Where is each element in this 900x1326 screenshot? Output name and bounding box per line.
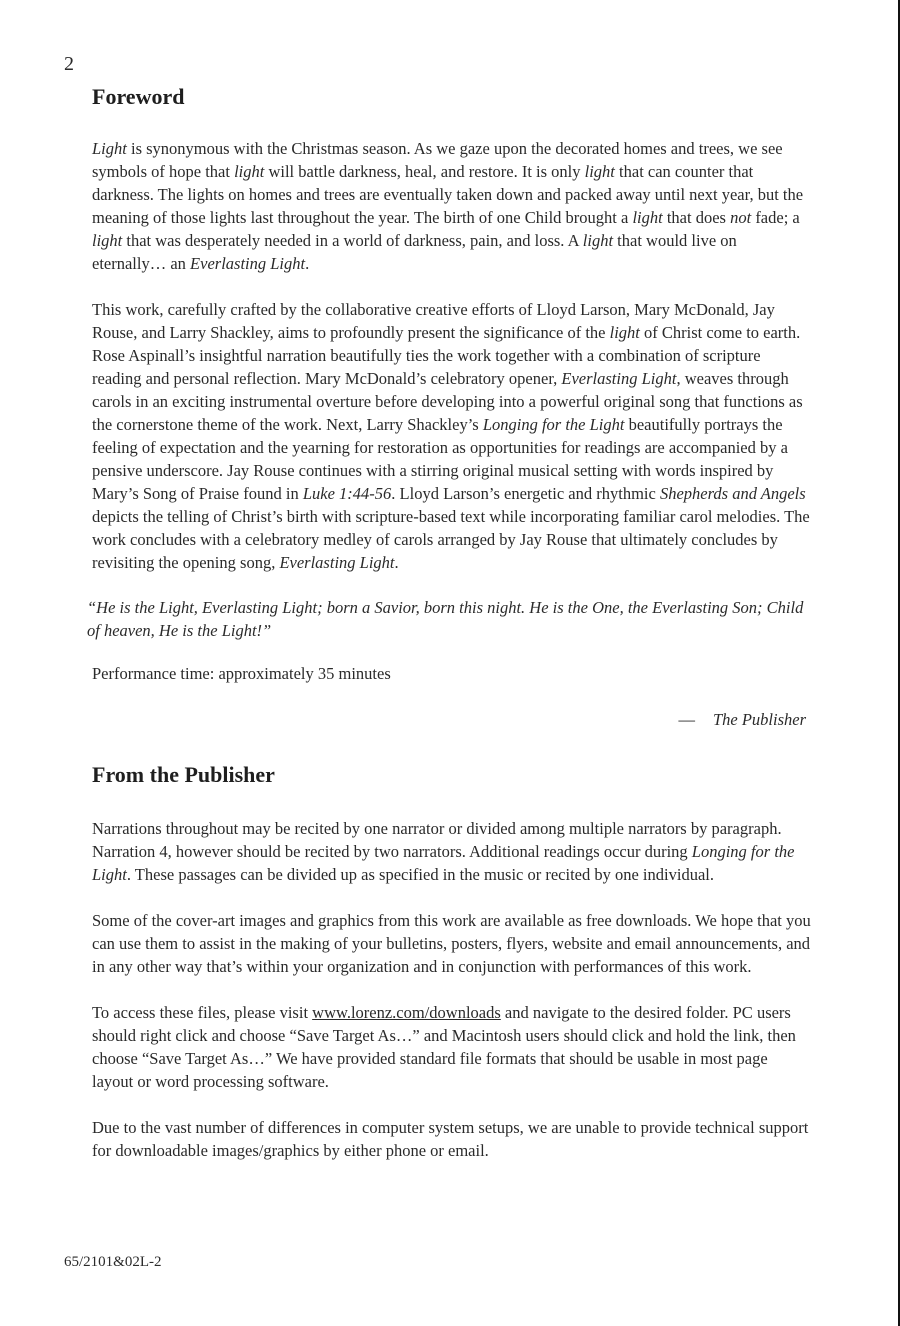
text-run: . These passages can be divided up as specified in the music or recited by one individual. [126,865,714,884]
italic-text: Everlasting Light [190,254,306,273]
foreword-paragraph-1 [92,137,812,275]
text-run: that would live on eternally… an [92,231,737,273]
text-run: , weaves through carols in an exciting instrumental overture before developing into a powerful original song that functions as the cornerstone theme of the work. Next, Larry Shackley’s [92,369,803,434]
text-run: of Christ come to earth. Rose Aspinall’s insightful narration beautifully ties the work together with a combination of scripture reading and personal reflection. Mary McDonald’s celebratory opener, [92,323,801,388]
italic-text: light [584,162,615,181]
text-run: . Lloyd Larson’s energetic and rhythmic [391,484,660,503]
italic-text: light [632,208,663,227]
text-run: beautifully portrays the feeling of expectation and the yearning for restoration as opportunities for readings are accompanied by a pensive underscore. Jay Rouse continues with a stirring original musical setting with words inspired by Mary’s Song of Praise found in [92,415,788,503]
text-run: Narrations throughout may be recited by one narrator or divided among multiple narrators by paragraph. Narration 4, however should be recited by two narrators. Additional readings occur during [92,819,782,861]
text-run: will battle darkness, heal, and restore. It is only [264,162,585,181]
italic-text: Longing for the Light [92,842,795,884]
foreword-quote: “He is the Light, Everlasting Light; born a Savior, born this night. He is the One, the Everlasting Son; Child of heaven, He is the Light!” [87,598,804,640]
italic-text: light [582,231,614,250]
publisher-paragraph-1 [92,817,812,886]
text-run: depicts the telling of Christ’s birth with scripture-based text while incorporating familiar carol melodies. The work concludes with a celebratory medley of carols arranged by Jay Rouse that ultimately concludes by revisiting the opening song, [92,507,810,572]
text-run: fade; a [751,208,800,227]
publisher-heading: From the Publisher [92,762,275,787]
downloads-link[interactable]: www.lorenz.com/downloads [312,1003,501,1022]
text-run: that does [662,208,731,227]
text-run: This work, carefully crafted by the collaborative creative efforts of Lloyd Larson, Mary McDonald, Jay Rouse, and Larry Shackley, aims to profoundly present the significance of the [92,300,775,342]
page-content [87,82,812,1162]
text-run: that was desperately needed in a world of darkness, pain, and loss. A [122,231,583,250]
signature [92,708,812,731]
page-number: 2 [64,53,74,75]
foreword-paragraph-2 [92,298,812,574]
text-run: . [305,254,310,273]
italic-text: Everlasting Light [561,369,677,388]
publisher-paragraph-2: Some of the cover-art images and graphics from this work are available as free downloads. We hope that you can use them to assist in the making of your bulletins, posters, flyers, website and email announcements, and in any other way that’s within your organization and in conjunction with performances of this work. [92,911,811,976]
signature-name: The Publisher [712,710,806,729]
italic-text: Luke 1:44-56 [302,484,392,503]
text-run: that can counter that darkness. The lights on homes and trees are eventually taken down and packed away until next year, but the meaning of those lights last throughout the year. The birth of one Child brought a [92,162,804,227]
publisher-paragraph-4: Due to the vast number of differences in computer system setups, we are unable to provide technical support for downloadable images/graphics by either phone or email. [92,1118,809,1160]
footer-code: 65/2101&02L-2 [64,1254,162,1270]
italic-text: Shepherds and Angels [659,484,806,503]
text-run: is synonymous with the Christmas season. As we gaze upon the decorated homes and trees, we see symbols of hope that [92,139,783,181]
italic-text: Everlasting Light [279,553,395,572]
text-run: . [394,553,399,572]
text-run: To access these files, please visit [92,1003,313,1022]
italic-text: Light [92,139,127,158]
italic-text: light [609,323,640,342]
signature-dash: — [678,710,695,729]
italic-text: not [730,208,752,227]
italic-text: Longing for the Light [482,415,625,434]
italic-text: light [234,162,265,181]
text-run: and navigate to the desired folder. PC users should right click and choose “Save Target As…” and Macintosh users should click and hold the link, then choose “Save Target As…” We have provided standard file formats that should be usable in most page layout or word processing software. [92,1003,796,1091]
italic-text: light [92,231,123,250]
performance-time: Performance time: approximately 35 minutes [92,664,391,683]
publisher-paragraph-3 [92,1001,812,1093]
foreword-heading: Foreword [92,84,185,109]
